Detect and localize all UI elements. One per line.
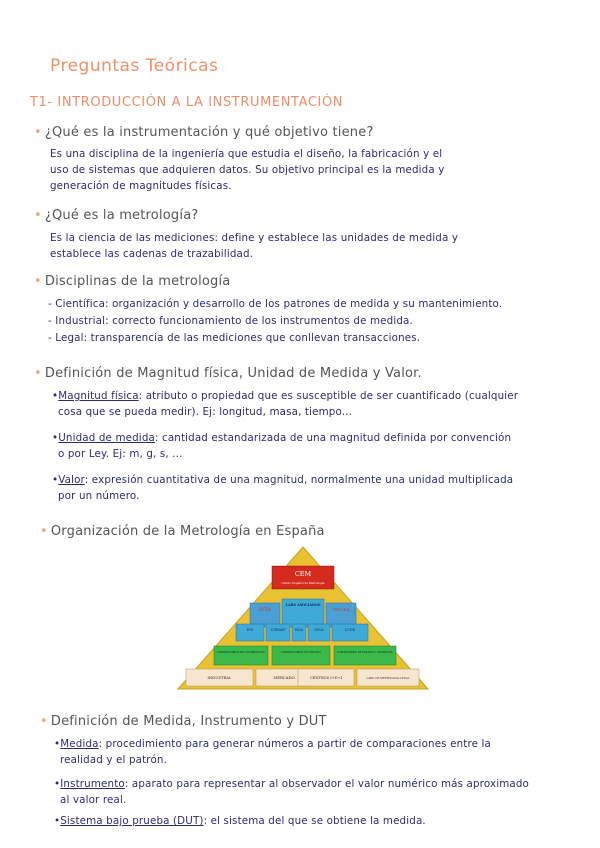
answer-instrumentacion: Es una disciplina de la ingeniería que estudia el diseño, la fabricación y el uso de sistemas que adquieren datos. Su objetivo principal es la medida y generación de magnitudes físicas. <box>50 148 445 192</box>
lab-ensayo-box <box>272 646 330 665</box>
question-instrumentacion: • ¿Qué es la instrumentación y qué objetivo tiene? <box>34 125 374 140</box>
question-magnitud: • Definición de Magnitud física, Unidad de Medida y Valor. <box>34 366 422 381</box>
answer-disciplinas <box>48 296 502 347</box>
metrology-pyramid <box>176 545 430 691</box>
question-medida: • Definición de Medida, Instrumento y DUT <box>40 714 327 729</box>
question-disciplinas: • Disciplinas de la metrología <box>34 274 231 289</box>
cem-label: CEM <box>294 570 312 578</box>
cem-sublabel: Centro Español de Metrología <box>281 581 325 585</box>
roa-label: ROA <box>295 628 303 632</box>
labs-metrologia-legal-label: LABS. DE METROLOGÍA LEGAL <box>366 677 410 680</box>
lcoe-box <box>332 624 368 641</box>
centros-id-label: CENTROS I+D+I <box>310 676 342 680</box>
question-organizacion: • Organización de la Metrología en España <box>40 524 325 539</box>
ciemat-label: CIEMAT <box>270 628 286 632</box>
def-magnitud: •Magnitud física: atributo o propiedad que es susceptible de ser cuantificado (cualquier cosa que se pueda medir). Ej: longitud, masa, tiempo... <box>52 390 519 418</box>
bullet-dot: • <box>34 208 42 223</box>
tpycea-label: TPYCEA <box>332 607 350 612</box>
discipline-industrial: - Industrial: correcto funcionamiento de los instrumentos de medida. <box>48 315 413 327</box>
def-instrumento: •Instrumento: aparato para representar al observador el valor numérico más aproximado al valor real. <box>54 778 529 806</box>
industria-label: INDUSTRIA <box>207 675 231 680</box>
bullet-dot: • <box>34 366 42 381</box>
inta-box <box>250 603 280 627</box>
ifs-label: IFS <box>246 628 254 632</box>
def-medida: •Medida: procedimiento para generar números a partir de comparaciones entre la realidad y el patrón. <box>54 738 492 766</box>
bullet-dot: • <box>34 274 42 289</box>
mercado-label: MERCADO <box>273 675 295 680</box>
roa-box <box>292 624 306 641</box>
inta-label: INTA <box>259 608 271 613</box>
lab-ensayo-label: LABORATORIOS DE ENSAYO <box>281 651 321 654</box>
bullet-dot: • <box>34 125 42 140</box>
discipline-legal: - Legal: transparencia de las mediciones que conllevan transacciones. <box>48 332 421 344</box>
ifs-box <box>236 624 264 641</box>
lcoe-label: LCOE <box>344 628 356 632</box>
lab-controles-label: LABORATORIOS DE ENSAYOS Y CONTROLES <box>337 651 393 654</box>
lab-controles-box <box>334 646 396 665</box>
section-heading: T1- INTRODUCCIÓN A LA INSTRUMENTACIÓN <box>30 95 344 110</box>
bullet-dot: • <box>40 714 48 729</box>
def-valor: •Valor: expresión cuantitativa de una magnitud, normalmente una unidad multiplicada por un número. <box>52 474 514 502</box>
page-title: Preguntas Teóricas <box>50 56 219 76</box>
ciemat-box <box>266 624 290 641</box>
lab-calibracion-label: LABORATORIOS DE CALIBRACIÓN <box>217 651 265 654</box>
answer-metrologia: Es la ciencia de las mediciones: define y establece las unidades de medida y establece las cadenas de trazabilidad. <box>50 232 459 260</box>
ioca-box <box>308 624 330 641</box>
discipline-cientifica: - Científica: organización y desarrollo de los patrones de medida y su mantenimiento. <box>48 298 503 310</box>
question-metrologia: • ¿Qué es la metrología? <box>34 208 199 223</box>
ioca-label: IOCA <box>314 628 324 632</box>
labs-asociados-label: LABS ASOCIADOS <box>285 603 321 607</box>
def-unidad: •Unidad de medida: cantidad estandarizada de una magnitud definida por convención o por Ley. Ej: m, g, s, ... <box>52 432 512 460</box>
bullet-dot: • <box>40 524 48 539</box>
lab-calibracion-box <box>214 646 268 665</box>
def-sistema: •Sistema bajo prueba (DUT): el sistema del que se obtiene la medida. <box>54 815 426 827</box>
